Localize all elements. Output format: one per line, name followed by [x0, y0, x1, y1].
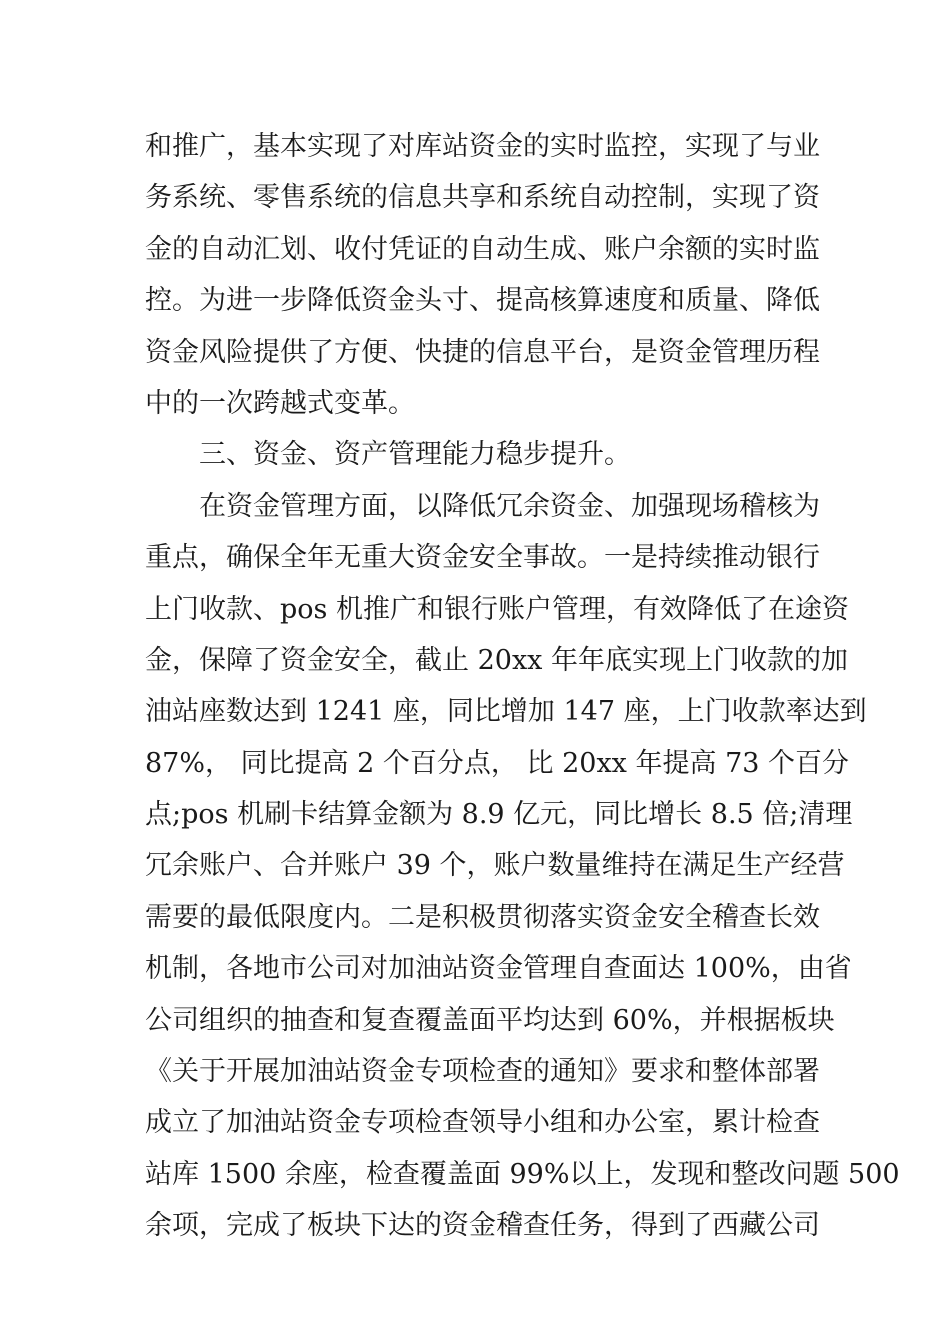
text-line: 在资金管理方面，以降低冗余资金、加强现场稽核为 — [199, 490, 820, 522]
text-line: 机制，各地市公司对加油站资金管理自查面达 100%，由省 — [145, 953, 852, 985]
text-line: 点;pos 机刷卡结算金额为 8.9 亿元，同比增长 8.5 倍;清理 — [145, 799, 853, 831]
text-line: 成立了加油站资金专项检查领导小组和办公室，累计检查 — [145, 1107, 820, 1139]
text-line: 87%， 同比提高 2 个百分点， 比 20xx 年提高 73 个百分 — [145, 747, 850, 779]
text-line: 冗余账户、合并账户 39 个，账户数量维持在满足生产经营 — [145, 850, 845, 882]
text-line: 务系统、零售系统的信息共享和系统自动控制，实现了资 — [145, 182, 820, 214]
body-text — [145, 121, 900, 1252]
text-line: 余项，完成了板块下达的资金稽查任务，得到了西藏公司 — [145, 1210, 820, 1242]
text-line: 和推广，基本实现了对库站资金的实时监控，实现了与业 — [145, 131, 820, 162]
text-line: 金，保障了资金安全，截止 20xx 年年底实现上门收款的加 — [145, 644, 848, 676]
text-line: 站库 1500 余座，检查覆盖面 99%以上，发现和整改问题 500 — [145, 1158, 900, 1190]
text-line: 资金风险提供了方便、快捷的信息平台，是资金管理历程 — [145, 336, 820, 368]
text-line: 需要的最低限度内。二是积极贯彻落实资金安全稽查长效 — [145, 901, 820, 933]
text-line: 《关于开展加油站资金专项检查的通知》要求和整体部署 — [145, 1056, 820, 1088]
text-line: 控。为进一步降低资金头寸、提高核算速度和质量、降低 — [145, 285, 820, 317]
text-line: 三、资金、资产管理能力稳步提升。 — [199, 439, 631, 471]
text-line: 上门收款、pos 机推广和银行账户管理，有效降低了在途资 — [145, 593, 849, 625]
text-line: 公司组织的抽查和复查覆盖面平均达到 60%，并根据板块 — [145, 1004, 835, 1036]
text-line: 油站座数达到 1241 座，同比增加 147 座，上门收款率达到 — [145, 696, 867, 728]
text-line: 金的自动汇划、收付凭证的自动生成、账户余额的实时监 — [145, 233, 820, 265]
text-line: 重点，确保全年无重大资金安全事故。一是持续推动银行 — [145, 542, 820, 574]
text-line: 中的一次跨越式变革。 — [145, 387, 415, 419]
